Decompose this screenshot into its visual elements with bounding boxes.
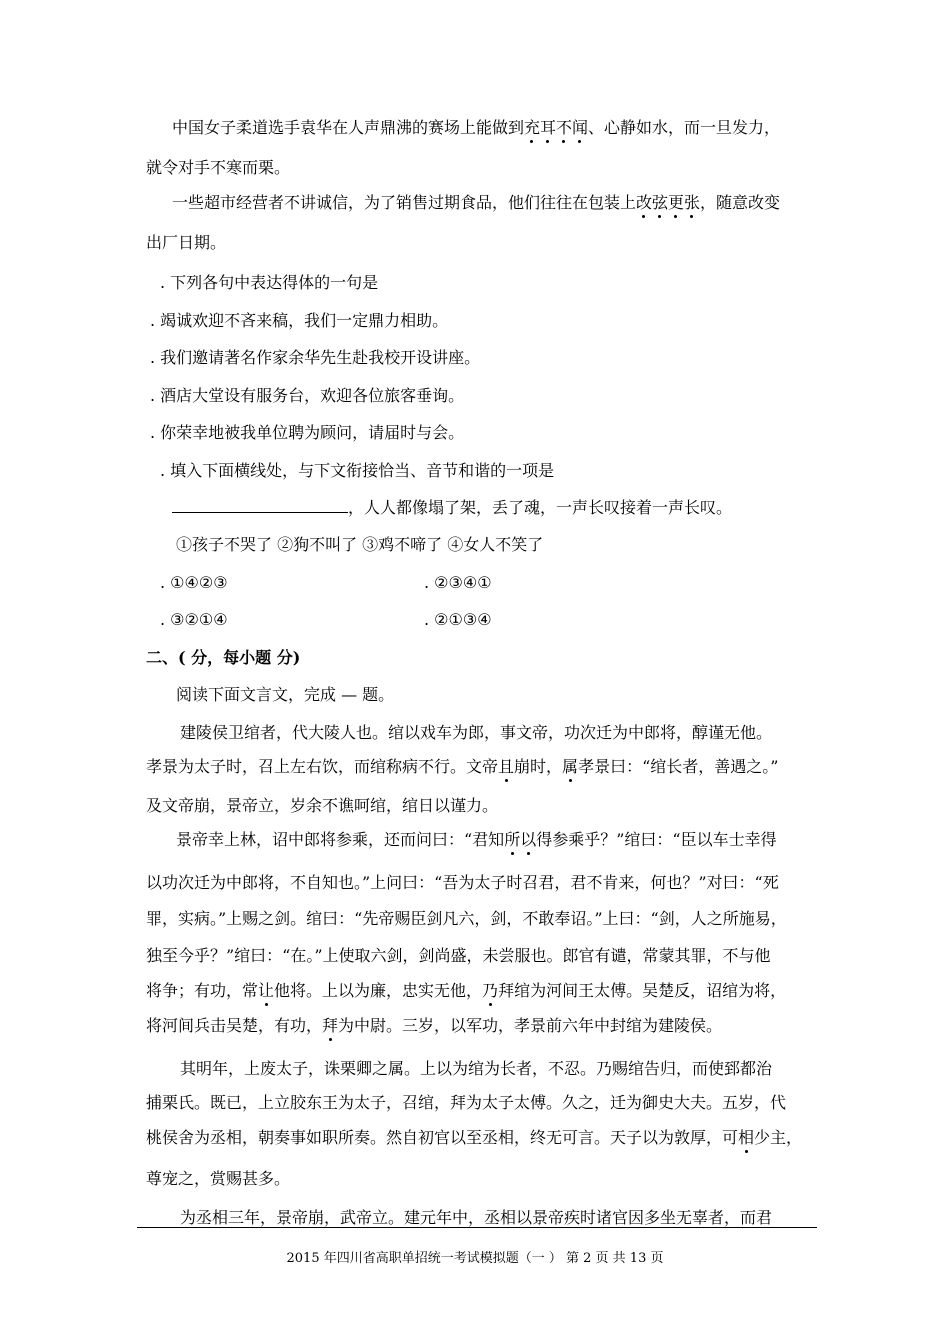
passage-line: 尊宠之，赏赐甚多。 — [146, 1169, 291, 1188]
text-segment: 为中尉。三岁，以军功，孝景前六年中封绾为建陵侯。 — [338, 1016, 723, 1035]
text-segment: 将争；有功，常 — [146, 981, 259, 1000]
text-segment: 改弦更张 — [636, 193, 701, 212]
passage-line: 及文帝崩，景帝立，岁余不谯呵绾，绾日以谨力。 — [146, 796, 499, 815]
emphasized-char — [482, 981, 498, 1000]
question-stem: . 填入下面横线处，与下文衔接恰当、音节和谐的一项是 — [160, 461, 555, 480]
text-segment: 建陵侯卫绾者，代大陵人也。绾以戏车为郎，事文帝，功次迁为中郎将， — [180, 723, 693, 742]
passage-line: 其明年，上废太子，诛栗卿之属。上以为绾为长者，不忍。乃赐绾告归，而使郅都治 — [180, 1059, 773, 1078]
option-line: . 竭诚欢迎不吝来稿，我们一定鼎力相助。 — [150, 311, 449, 330]
text-segment: 拜绾为河间王太傅。吴楚反，诏绾为将， — [498, 981, 787, 1000]
text-segment: 且 — [498, 757, 515, 776]
text-segment: 相 — [738, 1128, 755, 1147]
sentence-line — [172, 118, 780, 138]
fill-blank-line — [172, 498, 732, 518]
text-segment: 景帝幸上林，诏中郎将参乘，还而问曰：“君知 — [176, 830, 505, 849]
section-heading: 二、( 分，每小题 分) — [146, 648, 301, 667]
passage-line: 独至今乎？”绾曰：“在。”上使取六剑，剑尚盛，未尝服也。郎官有谴，常蒙其罪，不与他 — [146, 946, 771, 965]
passage-line: 以功次迁为中郎将，不自知也。”上问曰：“吾为太子时召君，君不肯来，何也？”对曰：“死 — [146, 873, 779, 892]
emphasis-dot — [489, 1003, 492, 1006]
option-line: . ②①③④ — [424, 610, 492, 629]
passage-line: 罪，实病。”上赐之剑。绾曰：“先帝赐臣剑凡六，剑，不敢奉诏。”上曰：“剑，人之所施易， — [146, 909, 787, 928]
emphasis-dot — [527, 852, 530, 855]
emphasis-dot — [745, 1150, 748, 1153]
option-line: . ②③④① — [424, 573, 492, 592]
emphasis-dot — [511, 852, 514, 855]
emphasized-char — [322, 1016, 338, 1035]
page-footer: 2015 年四川省高职单招统一考试模拟题（一 ） 第 2 页 共 13 页 — [286, 1251, 664, 1266]
emphasized-phrase — [504, 830, 536, 849]
option-line: . 我们邀请著名作家余华先生赴我校开设讲座。 — [150, 348, 481, 367]
choice-items: ①孩子不哭了 ②狗不叫了 ③鸡不啼了 ④女人不笑了 — [176, 535, 544, 554]
emphasis-dot — [658, 215, 661, 218]
question-stem: . 下列各句中表达得体的一句是 — [160, 273, 379, 292]
text-segment: 少主， — [754, 1128, 803, 1147]
emphasis-dot — [546, 140, 549, 143]
emphasized-char — [498, 757, 514, 776]
emphasis-dot — [690, 215, 693, 218]
text-segment: ，随意改变 — [700, 193, 781, 212]
passage-line — [146, 757, 778, 777]
sentence-line: 出厂日期。 — [146, 233, 227, 252]
option-line: . 酒店大堂设有服务台，欢迎各位旅客垂询。 — [150, 386, 465, 405]
passage-line — [146, 1128, 802, 1148]
text-segment: 得参乘乎？”绾曰：“臣以车士幸得 — [536, 830, 777, 849]
text-segment: 醇谨无他 — [692, 723, 757, 742]
text-segment: 乃 — [482, 981, 499, 1000]
emphasis-dot — [265, 1003, 268, 1006]
emphasized-phrase — [636, 193, 700, 212]
emphasis-dot — [562, 140, 565, 143]
text-segment: 、心静如水，而一旦发力， — [588, 118, 781, 137]
text-segment: 将河间兵击吴楚，有功， — [146, 1016, 323, 1035]
emphasized-char — [562, 757, 578, 776]
option-line: . 你荣幸地被我单位聘为顾问，请届时与会。 — [150, 423, 465, 442]
text-segment: 一些超市经营者不讲诚信，为了销售过期食品，他们往往在包装上 — [172, 193, 637, 212]
text-segment: 让 — [258, 981, 275, 1000]
emphasized-char — [738, 1128, 754, 1147]
emphasis-dot — [505, 779, 508, 782]
text-segment: 属 — [562, 757, 579, 776]
emphasis-dot — [569, 779, 572, 782]
text-segment: 所以 — [504, 830, 537, 849]
passage-line: 为丞相三年，景帝崩，武帝立。建元年中，丞相以景帝疾时诸官因多坐无辜者，而君 — [180, 1208, 773, 1227]
emphasis-dot — [578, 140, 581, 143]
instruction: 阅读下面文言文，完成 — 题。 — [176, 685, 395, 704]
option-line: . ③②①④ — [160, 610, 228, 629]
emphasis-dot — [674, 215, 677, 218]
text-segment: ，人人都像塌了架，丢了魂，一声长叹接着一声长叹。 — [348, 498, 733, 517]
passage-line — [146, 1016, 722, 1036]
passage-line — [146, 981, 786, 1001]
text-segment: 他将。上以为廉，忠实无他， — [274, 981, 483, 1000]
text-segment: 桃侯舍为丞相，朝奏事如职所奏。然自初官以至丞相，终无可言。天子以为敦厚，可 — [146, 1128, 739, 1147]
text-segment: 崩时， — [514, 757, 563, 776]
option-line: . ①④②③ — [160, 573, 228, 592]
answer-blank — [172, 498, 348, 513]
emphasized-phrase — [524, 118, 588, 137]
emphasis-dot — [530, 140, 533, 143]
sentence-line — [172, 193, 780, 213]
emphasis-dot — [329, 1038, 332, 1041]
emphasis-dot — [642, 215, 645, 218]
text-segment: 中国女子柔道选手袁华在人声鼎沸的赛场上能做到 — [172, 118, 525, 137]
sentence-line: 就令对手不寒而栗。 — [146, 158, 291, 177]
passage-line: 捕栗氏。既已，上立胶东王为太子，召绾，拜为太子太傅。久之，迁为御史大夫。五岁，代 — [146, 1093, 787, 1112]
text-segment: 充耳不闻 — [524, 118, 589, 137]
footer-divider — [137, 1227, 817, 1228]
text-segment: 拜 — [322, 1016, 339, 1035]
text-segment: 。 — [756, 723, 773, 742]
passage-line — [176, 830, 777, 850]
text-segment: 孝景曰：“绾长者，善遇之。” — [578, 757, 779, 776]
emphasized-char — [258, 981, 274, 1000]
text-segment: 孝景为太子时，召上左右饮，而绾称病不行。文帝 — [146, 757, 499, 776]
passage-line — [180, 723, 772, 743]
